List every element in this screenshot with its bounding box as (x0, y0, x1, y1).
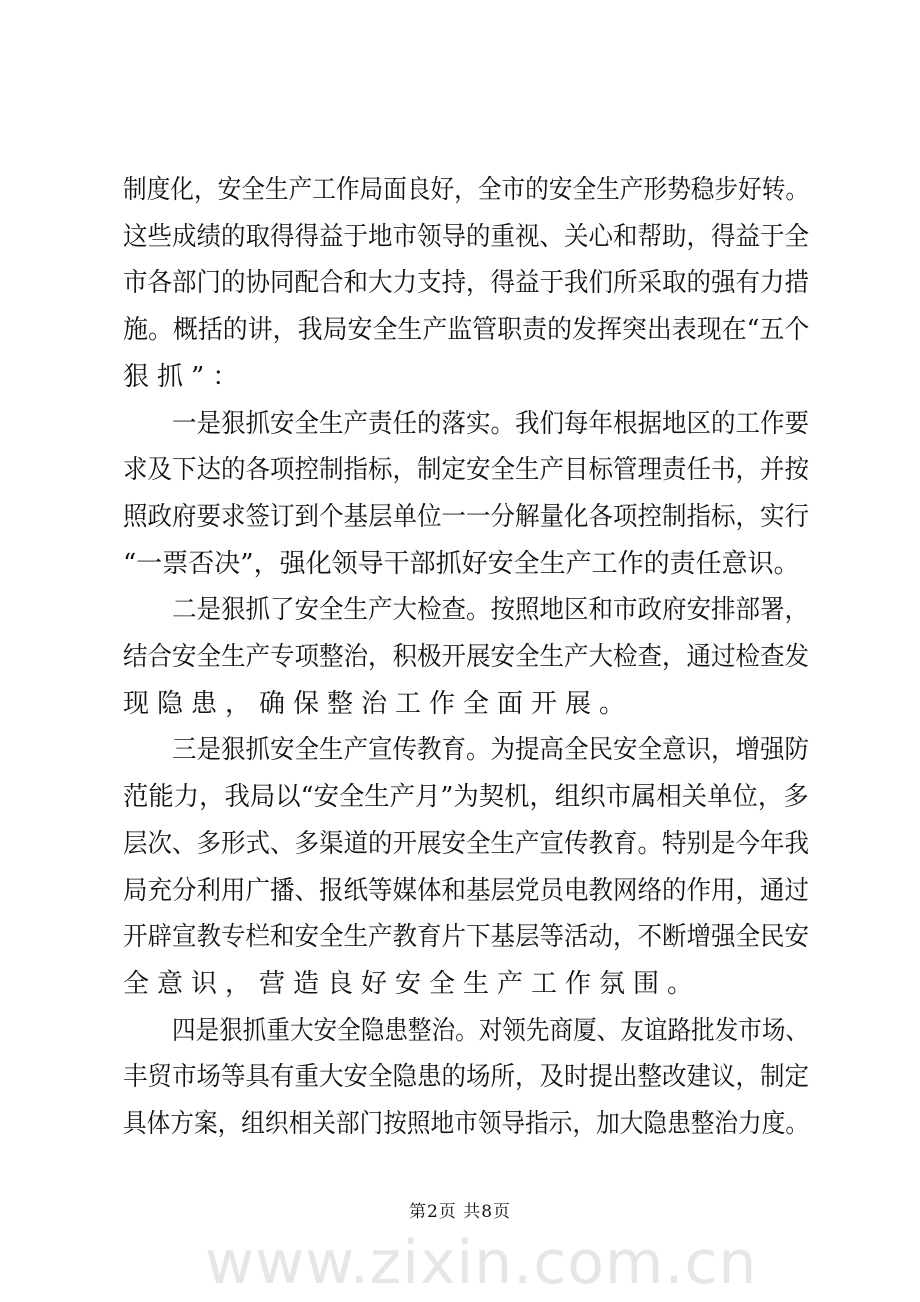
watermark: www.zixin.com.cn (205, 1228, 758, 1298)
text-line: 范能力，我局以“安全生产月”为契机，组织市属相关单位，多 (123, 782, 809, 812)
text-line: 全意识，营造良好安全生产工作氛围。 (123, 969, 702, 999)
text-line: 制度化，安全生产工作局面良好，全市的安全生产形势稳步好转。 (123, 175, 810, 205)
paragraph-start: 三是狠抓安全生产宣传教育。为提高全民安全意识，增强防 (172, 735, 810, 765)
text-line: 求及下达的各项控制指标，制定安全生产目标管理责任书，并按 (123, 455, 810, 485)
paragraph-start: 一是狠抓安全生产责任的落实。我们每年根据地区的工作要 (172, 409, 810, 439)
text-line: 局充分利用广播、报纸等媒体和基层党员电教网络的作用，通过 (123, 876, 810, 906)
page-footer: 第2页 共8页 (408, 1202, 512, 1222)
text-line: 层次、多形式、多渠道的开展安全生产宣传教育。特别是今年我 (123, 829, 810, 859)
paragraph-start: 四是狠抓重大安全隐患整治。对领先商厦、友谊路批发市场、 (172, 1016, 810, 1046)
text-line: 结合安全生产专项整治，积极开展安全生产大检查，通过检查发 (123, 642, 810, 672)
text-line: “一票否决”，强化领导干部抓好安全生产工作的责任意识。 (123, 549, 800, 579)
paragraph-start: 二是狠抓了安全生产大检查。按照地区和市政府安排部署， (172, 595, 810, 625)
text-line: 开辟宣教专栏和安全生产教育片下基层等活动，不断增强全民安 (123, 922, 810, 952)
text-line: 施。概括的讲，我局安全生产监管职责的发挥突出表现在“五个 (123, 315, 810, 345)
text-line: 照政府要求签订到个基层单位一一分解量化各项控制指标，实行 (123, 502, 810, 532)
text-line: 狠抓”： (123, 362, 247, 392)
text-line: 具体方案，组织相关部门按照地市领导指示，加大隐患整治力度。 (123, 1109, 810, 1139)
text-line: 现隐患，确保整治工作全面开展。 (123, 689, 634, 719)
text-line: 市各部门的协同配合和大力支持，得益于我们所采取的强有力措 (123, 268, 810, 298)
text-line: 这些成绩的取得得益于地市领导的重视、关心和帮助，得益于全 (123, 222, 810, 252)
text-line: 丰贸市场等具有重大安全隐患的场所，及时提出整改建议，制定 (123, 1062, 810, 1092)
